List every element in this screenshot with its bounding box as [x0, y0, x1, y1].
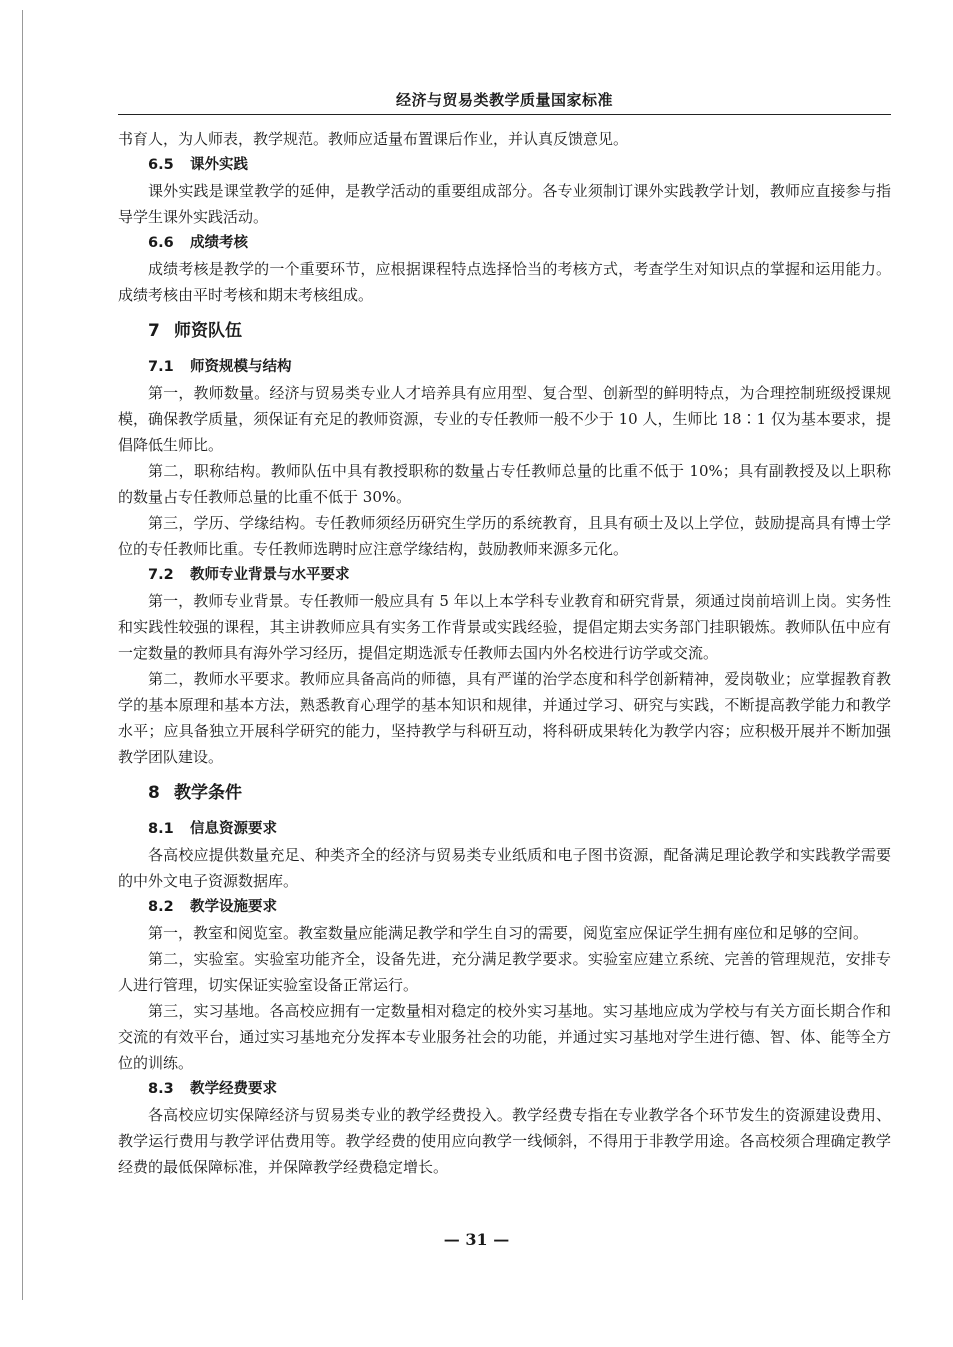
heading-title: 教师专业背景与水平要求: [190, 567, 350, 583]
heading-title: 教学条件: [174, 783, 242, 803]
section-heading: [118, 780, 891, 806]
heading-number: 8.3: [148, 1081, 174, 1097]
body-paragraph: 各高校应切实保障经济与贸易类专业的教学经费投入。教学经费专指在专业教学各个环节发生的资源建设费用、教学运行费用与教学评估费用等。教学经费的使用应向教学一线倾斜，不得用于非教学用途。各高校须合理确定教学经费的最低保障标准，并保障教学经费稳定增长。: [118, 1106, 891, 1176]
body-paragraph: 课外实践是课堂教学的延伸，是教学活动的重要组成部分。各专业须制订课外实践教学计划，教师应直接参与指导学生课外实践活动。: [118, 182, 891, 226]
heading-title: 信息资源要求: [190, 821, 277, 837]
page-body: [118, 126, 891, 1180]
section-heading: [118, 318, 891, 344]
subsection-heading: [118, 354, 891, 380]
heading-number: 8.2: [148, 899, 174, 915]
heading-title: 师资规模与结构: [190, 359, 292, 375]
body-paragraph: 书育人，为人师表，教学规范。教师应适量布置课后作业，并认真反馈意见。: [118, 130, 629, 148]
subsection-heading: [118, 562, 891, 588]
body-paragraph: 第一，教师专业背景。专任教师一般应具有 5 年以上本学科专业教育和研究背景，须通过岗前培训上岗。实务性和实践性较强的课程，其主讲教师应具有实务工作背景或实践经验，提倡定期去实务部门挂职锻炼。教师队伍中应有一定数量的教师具有海外学习经历，提倡定期选派专任教师去国内外名校进行访学或交流。: [118, 592, 891, 662]
subsection-heading: [118, 816, 891, 842]
body-paragraph: 第二，教师水平要求。教师应具备高尚的师德，具有严谨的治学态度和科学创新精神，爱岗敬业；应掌握教育教学的基本原理和基本方法，熟悉教育心理学的基本知识和规律，并通过学习、研究与实践，不断提高教学能力和教学水平；应具备独立开展科学研究的能力，坚持教学与科研互动，将科研成果转化为教学内容；应积极开展并不断加强教学团队建设。: [118, 670, 891, 766]
subsection-heading: [118, 894, 891, 920]
running-header: 经济与贸易类教学质量国家标准: [118, 86, 891, 115]
subsection-heading: [118, 230, 891, 256]
heading-number: 6.6: [148, 235, 174, 251]
heading-title: 教学经费要求: [190, 1081, 277, 1097]
body-paragraph: 第三，实习基地。各高校应拥有一定数量相对稳定的校外实习基地。实习基地应成为学校与有关方面长期合作和交流的有效平台，通过实习基地充分发挥本专业服务社会的功能，并通过实习基地对学生进行德、智、体、能等全方位的训练。: [118, 1002, 891, 1072]
body-paragraph: 各高校应提供数量充足、种类齐全的经济与贸易类专业纸质和电子图书资源，配备满足理论教学和实践教学需要的中外文电子资源数据库。: [118, 846, 891, 890]
body-paragraph: 第三，学历、学缘结构。专任教师须经历研究生学历的系统教育，且具有硕士及以上学位，鼓励提高具有博士学位的专任教师比重。专任教师选聘时应注意学缘结构，鼓励教师来源多元化。: [118, 514, 891, 558]
binding-edge-line: [22, 10, 23, 1300]
heading-title: 成绩考核: [190, 235, 248, 251]
subsection-heading: [118, 152, 891, 178]
heading-number: 6.5: [148, 157, 174, 173]
heading-title: 课外实践: [190, 157, 248, 173]
body-paragraph: 第二，实验室。实验室功能齐全，设备先进，充分满足教学要求。实验室应建立系统、完善的管理规范，安排专人进行管理，切实保证实验室设备正常运行。: [118, 950, 891, 994]
body-paragraph: 第一，教室和阅览室。教室数量应能满足教学和学生自习的需要，阅览室应保证学生拥有座位和足够的空间。: [148, 924, 869, 942]
body-paragraph: 成绩考核是教学的一个重要环节，应根据课程特点选择恰当的考核方式，考查学生对知识点的掌握和运用能力。成绩考核由平时考核和期末考核组成。: [118, 260, 891, 304]
heading-number: 7.1: [148, 359, 174, 375]
heading-number: 8.1: [148, 821, 174, 837]
heading-title: 教学设施要求: [190, 899, 277, 915]
body-paragraph: 第一，教师数量。经济与贸易类专业人才培养具有应用型、复合型、创新型的鲜明特点，为合理控制班级授课规模，确保教学质量，须保证有充足的教师资源，专业的专任教师一般不少于 10 人，生师比 18∶1 仅为基本要求，提倡降低生师比。: [118, 384, 891, 454]
heading-number: 7.2: [148, 567, 174, 583]
page-number: — 31 —: [443, 1230, 510, 1249]
heading-number: 7: [148, 321, 160, 341]
heading-number: 8: [148, 783, 160, 803]
body-paragraph: 第二，职称结构。教师队伍中具有教授职称的数量占专任教师总量的比重不低于 10%；具有副教授及以上职称的数量占专任教师总量的比重不低于 30%。: [118, 462, 891, 506]
subsection-heading: [118, 1076, 891, 1102]
heading-title: 师资队伍: [174, 321, 242, 341]
